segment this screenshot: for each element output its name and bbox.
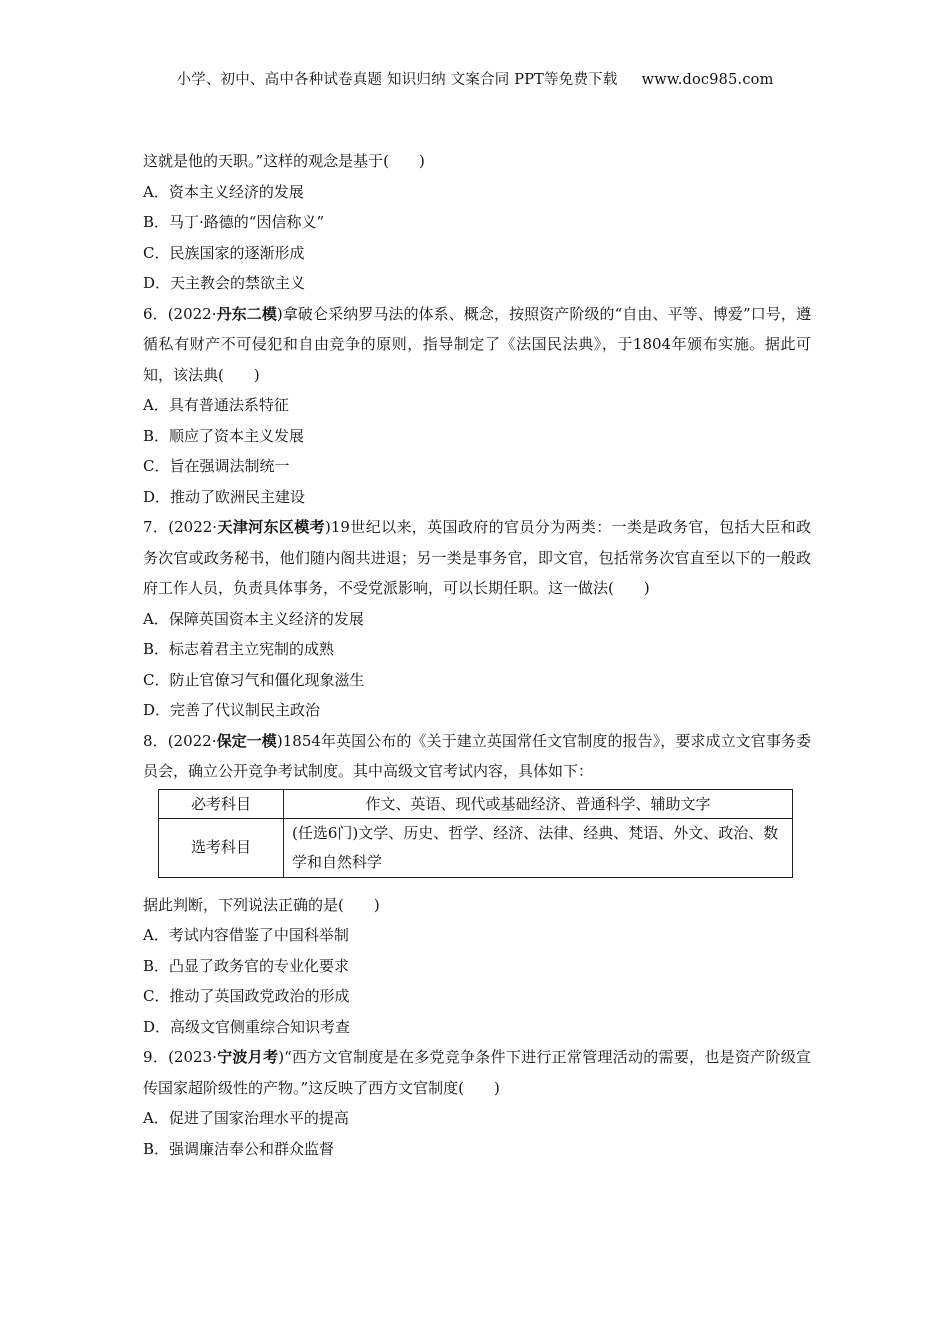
document-body <box>143 146 811 1164</box>
q8-option-c: C．推动了英国政党政治的形成 <box>143 987 350 1005</box>
q9-option-a: A．促进了国家治理水平的提高 <box>143 1109 349 1127</box>
q8-option-a: A．考试内容借鉴了中国科举制 <box>143 926 349 944</box>
q7-text: )19世纪以来，英国政府的官员分为两类：一类是政务官，包括大臣和政务次官或政务秘书，他们随内阁共进退；另一类是事务官，即文官，包括常务次官直至以下的一般政府工作人员，负责具体事务，不受党派影响，可以长期任职。这一做法( ) <box>143 518 811 597</box>
q6-option-d: D．推动了欧洲民主建设 <box>143 487 306 506</box>
q8-number: 8．(2022· <box>143 731 217 750</box>
q7-option-b: B．标志着君主立宪制的成熟 <box>143 640 335 658</box>
table-row <box>159 818 793 877</box>
q7-source: 天津河东区模考 <box>217 518 326 536</box>
q7-option-a: A．保障英国资本主义经济的发展 <box>143 609 364 628</box>
q8-stem <box>143 726 811 787</box>
q8-option-d: D．高级文官侧重综合知识考查 <box>143 1017 351 1036</box>
q9-stem <box>143 1042 811 1103</box>
table-row <box>159 789 793 818</box>
q8-question: 据此判断，下列说法正确的是( ) <box>143 895 380 914</box>
exam-subjects-table <box>158 789 793 878</box>
table-cell-required-head: 必考科目 <box>159 789 284 818</box>
q6-source: 丹东二模 <box>216 304 277 323</box>
q7-option-c: C．防止官僚习气和僵化现象滋生 <box>143 670 365 689</box>
q9-source: 宁波月考 <box>216 1048 279 1066</box>
q9-option-b: B．强调廉洁奉公和群众监督 <box>143 1139 335 1158</box>
table-cell-elective-head: 选考科目 <box>159 818 284 877</box>
q5-option-b: B．马丁·路德的“因信称义” <box>143 213 325 231</box>
q7-number: 7．(2022· <box>143 518 218 536</box>
table-cell-required-value: 作文、英语、现代或基础经济、普通科学、辅助文字 <box>284 789 793 818</box>
q6-text: )拿破仑采纳罗马法的体系、概念，按照资产阶级的“自由、平等、博爱”口号，遵循私有财产不可侵犯和自由竞争的原则，指导制定了《法国民法典》，于1804年颁布实施。据此可知，该法典( ) <box>143 304 811 384</box>
q5-stem: 这就是他的天职。”这样的观念是基于( ) <box>143 152 425 170</box>
q8-source: 保定一模 <box>216 731 277 750</box>
q6-option-b: B．顺应了资本主义发展 <box>143 426 305 445</box>
q5-option-a: A．资本主义经济的发展 <box>143 182 304 201</box>
q6-number: 6．(2022· <box>143 304 217 323</box>
q7-stem <box>143 512 811 604</box>
header-text: 小学、初中、高中各种试卷真题 知识归纳 文案合同 PPT等免费下载 <box>176 72 618 88</box>
table-cell-elective-value: (任选6门)文学、历史、哲学、经济、法律、经典、梵语、外文、政治、数学和自然科学 <box>284 818 793 877</box>
q9-text: )“西方文官制度是在多党竞争条件下进行正常管理活动的需要，也是资产阶级宣传国家超阶级性的产物。”这反映了西方文官制度( ) <box>143 1048 811 1097</box>
q6-option-a: A．具有普通法系特征 <box>143 396 289 414</box>
q6-option-c: C．旨在强调法制统一 <box>143 457 290 475</box>
page-header <box>0 68 950 89</box>
header-site: www.doc985.com <box>641 72 774 88</box>
q5-option-c: C．民族国家的逐渐形成 <box>143 243 305 262</box>
q6-stem <box>143 299 811 391</box>
q5-option-d: D．天主教会的禁欲主义 <box>143 274 306 292</box>
q8-text: )1854年英国公布的《关于建立英国常任文官制度的报告》，要求成立文官事务委员会，确立公开竞争考试制度。其中高级文官考试内容，具体如下： <box>143 731 811 780</box>
q7-option-d: D．完善了代议制民主政治 <box>143 701 321 719</box>
q8-option-b: B．凸显了政务官的专业化要求 <box>143 956 350 975</box>
q9-number: 9．(2023· <box>143 1048 217 1066</box>
